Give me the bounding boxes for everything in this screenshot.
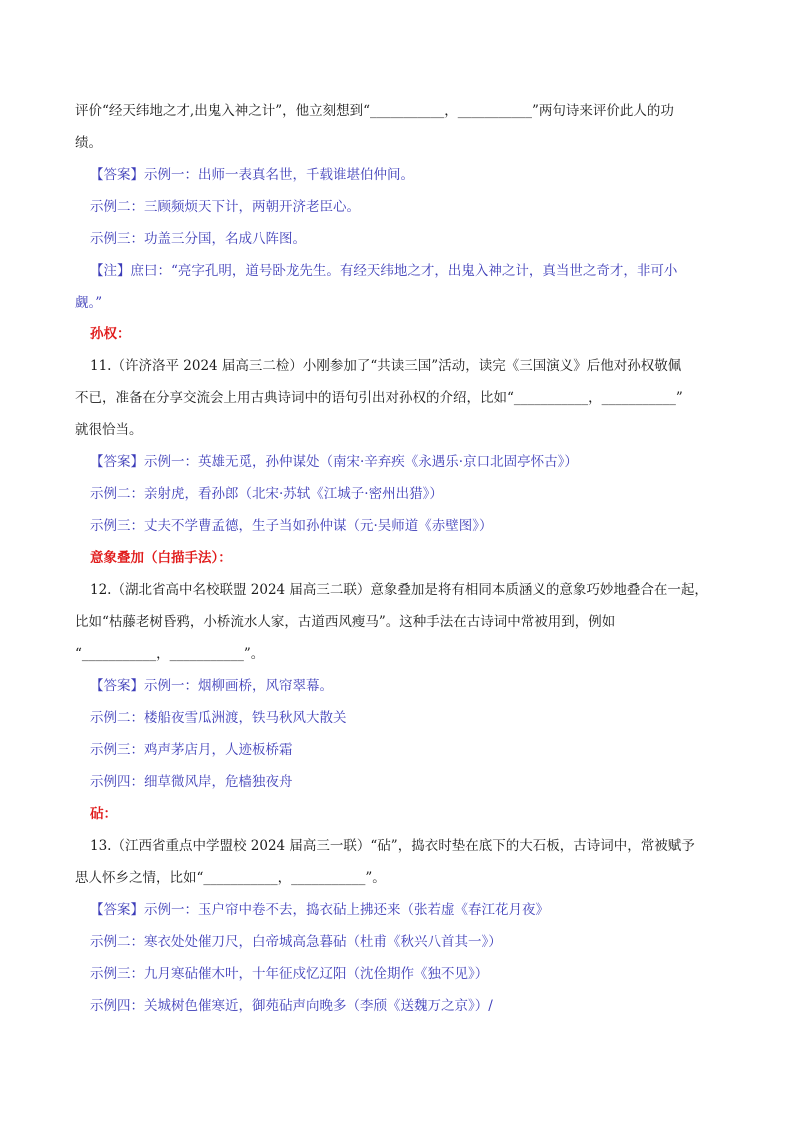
q12-example-2: 示例二：楼船夜雪瓜洲渡，铁马秋风大散关 xyxy=(90,710,347,726)
q12-line3: “___________，___________”。 xyxy=(75,646,265,662)
q10-line2: 绩。 xyxy=(75,135,102,151)
answer-text: 示例一：玉户帘中卷不去，捣衣砧上拂还来（张若虚《春江花月夜》 xyxy=(144,902,549,918)
section-heading-zhen: 砧： xyxy=(90,806,117,822)
q13-answer xyxy=(90,901,549,919)
q11-example-3: 示例三：丈夫不学曹孟德，生子当如孙仲谋（元·吴师道《赤壁图》） xyxy=(90,518,493,534)
q10-line1: 评价“经天纬地之才,出鬼入神之计”，他立刻想到“___________，___________”两句诗来评价此人的功 xyxy=(75,103,674,119)
answer-text: 示例一：烟柳画桥，风帘翠幕。 xyxy=(144,678,333,694)
answer-tag: 【答案】 xyxy=(90,902,144,918)
q10-example-2: 示例二：三顾频烦天下计，两朝开济老臣心。 xyxy=(90,199,360,215)
q10-answer xyxy=(90,166,414,184)
q12-line1: 12.（湖北省高中名校联盟 2024 届高三二联）意象叠加是将有相同本质涵义的意象巧妙地叠合在一起， xyxy=(90,582,708,598)
q10-example-3: 示例三：功盖三分国，名成八阵图。 xyxy=(90,231,306,247)
answer-tag: 【答案】 xyxy=(90,167,144,183)
q12-answer xyxy=(90,677,333,695)
answer-text: 示例一：出师一表真名世，千载谁堪伯仲间。 xyxy=(144,167,414,183)
q11-line1: 11.（许济洛平 2024 届高三二检）小刚参加了“共读三国”活动，读完《三国演义》后他对孙权敬佩 xyxy=(90,358,682,374)
q10-note-line1: 【注】庶曰：“亮字孔明，道号卧龙先生。有经天纬地之才，出鬼入神之计，真当世之奇才，非可小 xyxy=(90,263,678,279)
q11-answer xyxy=(90,453,578,471)
answer-tag: 【答案】 xyxy=(90,678,144,694)
q13-line1: 13.（江西省重点中学盟校 2024 届高三一联）“砧”，捣衣时垫在底下的大石板，古诗词中，常被赋予 xyxy=(90,838,695,854)
q12-example-3: 示例三：鸡声茅店月，人迹板桥霜 xyxy=(90,742,293,758)
answer-text: 示例一：英雄无觅，孙仲谋处（南宋·辛弃疾《永遇乐·京口北固亭怀古》） xyxy=(144,454,578,470)
q11-example-2: 示例二：亲射虎，看孙郎（北宋·苏轼《江城子·密州出猎》） xyxy=(90,486,443,502)
q13-line2: 思人怀乡之情，比如“___________，___________”。 xyxy=(75,870,386,886)
answer-tag: 【答案】 xyxy=(90,454,144,470)
section-heading-sunquan: 孙权： xyxy=(90,326,131,342)
q13-example-3: 示例三：九月寒砧催木叶，十年征戍忆辽阳（沈佺期作《独不见》） xyxy=(90,966,489,982)
q10-note-line2: 觑。” xyxy=(75,295,103,311)
q13-example-2: 示例二：寒衣处处催刀尺，白帝城高急暮砧（杜甫《秋兴八首其一》） xyxy=(90,934,502,950)
q12-line2: 比如“枯藤老树昏鸦，小桥流水人家，古道西风瘦马”。这种手法在古诗词中常被用到，例如 xyxy=(75,614,616,630)
q12-example-4: 示例四：细草微风岸，危樯独夜舟 xyxy=(90,774,293,790)
q13-example-4: 示例四：关城树色催寒近，御苑砧声向晚多（李颀《送魏万之京》）/ xyxy=(90,998,493,1014)
section-heading-imagery: 意象叠加（白描手法）： xyxy=(90,550,232,566)
q11-line3: 就很恰当。 xyxy=(75,422,143,438)
q11-line2: 不已，准备在分享交流会上用古典诗词中的语句引出对孙权的介绍，比如“___________，___________” xyxy=(75,390,683,406)
